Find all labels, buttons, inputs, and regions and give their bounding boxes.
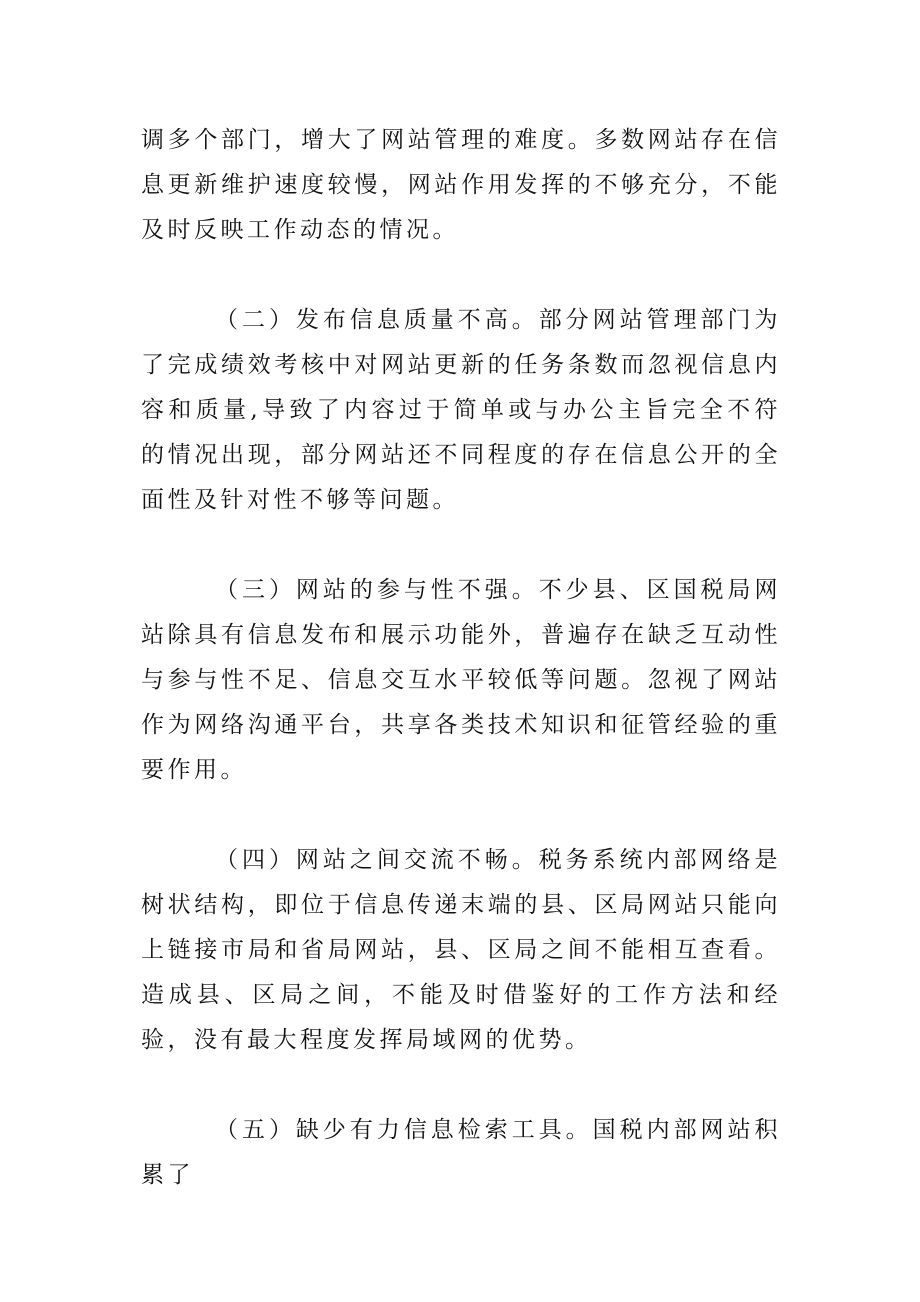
paragraph-item-5: （五）缺少有力信息检索工具。国税内部网站积累了 — [141, 1117, 781, 1188]
paragraph-item-3: （三）网站的参与性不强。不少县、区国税局网站除具有信息发布和展示功能外，普遍存在缺乏互动性与参与性不足、信息交互水平较低等问题。忽视了网站作为网络沟通平台，共享各类技术知识和征管经验的重要作用。 — [141, 577, 781, 783]
document-body — [141, 118, 781, 1198]
paragraph-continued: 调多个部门，增大了网站管理的难度。多数网站存在信息更新维护速度较慢，网站作用发挥的不够充分，不能及时反映工作动态的情况。 — [141, 127, 781, 243]
paragraph-item-4: （四）网站之间交流不畅。税务系统内部网络是树状结构，即位于信息传递末端的县、区局网站只能向上链接市局和省局网站，县、区局之间不能相互查看。造成县、区局之间，不能及时借鉴好的工作方法和经验，没有最大程度发挥局域网的优势。 — [141, 847, 781, 1053]
paragraph-item-2: （二）发布信息质量不高。部分网站管理部门为了完成绩效考核中对网站更新的任务条数而忽视信息内容和质量,导致了内容过于简单或与办公主旨完全不符的情况出现，部分网站还不同程度的存在信息公开的全面性及针对性不够等问题。 — [141, 307, 781, 513]
